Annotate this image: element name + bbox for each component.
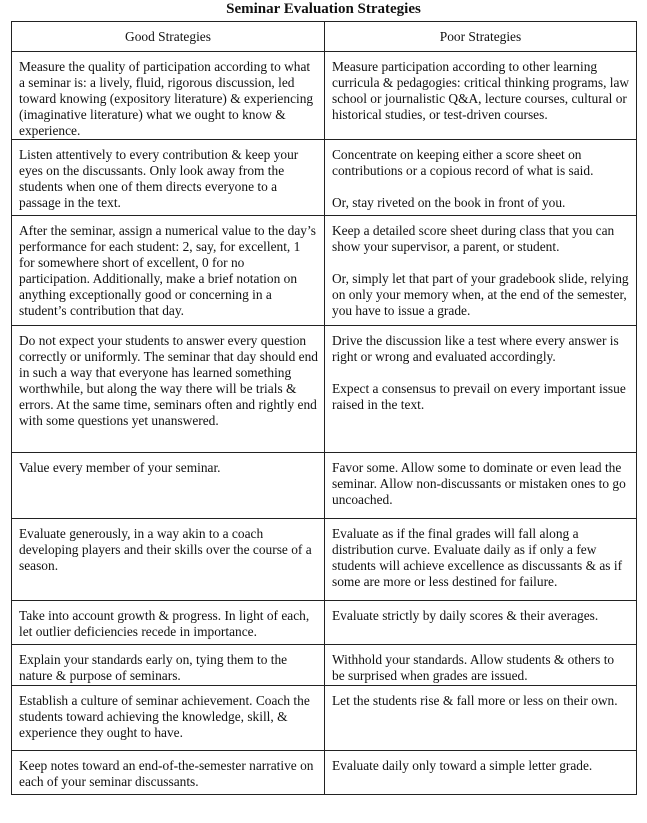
good-strategy-text: Do not expect your students to answer every question correctly or uniformly. The seminar that day should end in such a way that everyone has learned something worthwhile, but along the way there will be trials & errors. At the same time, seminars often and rightly end with some questions yet unanswered. xyxy=(19,333,318,428)
poor-strategy-cell xyxy=(325,326,637,453)
poor-strategy-text: Let the students rise & fall more or less on their own. xyxy=(332,693,618,708)
poor-strategy-text: Evaluate strictly by daily scores & their averages. xyxy=(332,608,599,623)
poor-strategy-text: Concentrate on keeping either a score sheet on contributions or a copious record of what is said. xyxy=(332,147,594,178)
table-row xyxy=(12,453,637,519)
poor-strategy-cell xyxy=(325,751,637,795)
good-strategy-text: Establish a culture of seminar achievement. Coach the students toward achieving the knowledge, skill, & experience they ought to have. xyxy=(19,693,310,740)
table-row xyxy=(12,52,637,140)
table-row xyxy=(12,645,637,686)
poor-strategy-text: Or, stay riveted on the book in front of you. xyxy=(332,195,566,210)
poor-strategy-text: Expect a consensus to prevail on every important issue raised in the text. xyxy=(332,381,626,412)
good-strategy-text: Value every member of your seminar. xyxy=(19,460,221,475)
poor-strategy-cell xyxy=(325,601,637,645)
good-strategy-cell xyxy=(12,216,325,326)
good-strategy-cell xyxy=(12,326,325,453)
poor-strategy-cell xyxy=(325,216,637,326)
poor-strategy-text: Evaluate as if the final grades will fall along a distribution curve. Evaluate daily as if only a few students will achieve excellence as discussants & as if some are more or less destined for failure. xyxy=(332,526,623,589)
good-strategy-cell xyxy=(12,601,325,645)
good-strategy-text: Measure the quality of participation according to what a seminar is: a lively, fluid, rigorous discussion, led toward knowing (expository literature) & experiencing (imaginative literature) what we ought to know & experience. xyxy=(19,59,314,138)
strategies-table xyxy=(11,21,637,795)
good-strategy-cell xyxy=(12,645,325,686)
poor-strategy-text: Drive the discussion like a test where every answer is right or wrong and evaluated accordingly. xyxy=(332,333,619,364)
good-strategy-text: Explain your standards early on, tying them to the nature & purpose of seminars. xyxy=(19,652,288,683)
good-strategy-text: Keep notes toward an end-of-the-semester narrative on each of your seminar discussants. xyxy=(19,758,314,789)
table-row xyxy=(12,216,637,326)
good-strategy-cell xyxy=(12,52,325,140)
good-strategy-cell xyxy=(12,751,325,795)
table-row xyxy=(12,519,637,601)
poor-strategy-cell xyxy=(325,140,637,216)
document-title: Seminar Evaluation Strategies xyxy=(226,1,421,17)
good-strategy-text: Evaluate generously, in a way akin to a coach developing players and their skills over the course of a season. xyxy=(19,526,312,573)
poor-strategy-cell xyxy=(325,686,637,751)
good-strategy-text: After the seminar, assign a numerical value to the day’s performance for each student: 2, say, for excellent, 1 for somewhere short of excellent, 0 for no participation. Additionally, make a brief notation on anything exceptionally good or concerning in a student’s contribution that day. xyxy=(19,223,316,318)
poor-strategy-text: Favor some. Allow some to dominate or even lead the seminar. Allow non-discussants or mistaken ones to go uncoached. xyxy=(332,460,626,507)
good-strategy-cell xyxy=(12,140,325,216)
good-strategy-cell xyxy=(12,519,325,601)
poor-strategy-text: Keep a detailed score sheet during class that you can show your supervisor, a parent, or student. xyxy=(332,223,615,254)
table-header-row xyxy=(12,22,637,52)
good-strategy-text: Listen attentively to every contribution & keep your eyes on the discussants. Only look away from the students when one of them directs everyone to a passage in the text. xyxy=(19,147,299,210)
good-strategies-header: Good Strategies xyxy=(12,22,325,52)
table-row xyxy=(12,751,637,795)
good-strategy-cell xyxy=(12,453,325,519)
table-row xyxy=(12,686,637,751)
poor-strategy-text: Or, simply let that part of your gradebook slide, relying on only your memory when, at the end of the semester, you have to issue a grade. xyxy=(332,271,629,318)
good-strategy-cell xyxy=(12,686,325,751)
poor-strategy-text: Measure participation according to other learning curricula & pedagogies: critical thinking programs, law school or journalistic Q&A, lecture courses, cultural or historical studies, or test-driven courses. xyxy=(332,59,630,122)
poor-strategy-cell xyxy=(325,52,637,140)
poor-strategies-header: Poor Strategies xyxy=(325,22,637,52)
poor-strategy-cell xyxy=(325,453,637,519)
table-row xyxy=(12,140,637,216)
strategies-table-body xyxy=(12,52,637,795)
poor-strategy-cell xyxy=(325,519,637,601)
poor-strategy-cell xyxy=(325,645,637,686)
poor-strategy-text: Withhold your standards. Allow students & others to be surprised when grades are issued. xyxy=(332,652,615,683)
good-strategy-text: Take into account growth & progress. In light of each, let outlier deficiencies recede in importance. xyxy=(19,608,310,639)
table-row xyxy=(12,601,637,645)
table-row xyxy=(12,326,637,453)
poor-strategy-text: Evaluate daily only toward a simple letter grade. xyxy=(332,758,593,773)
